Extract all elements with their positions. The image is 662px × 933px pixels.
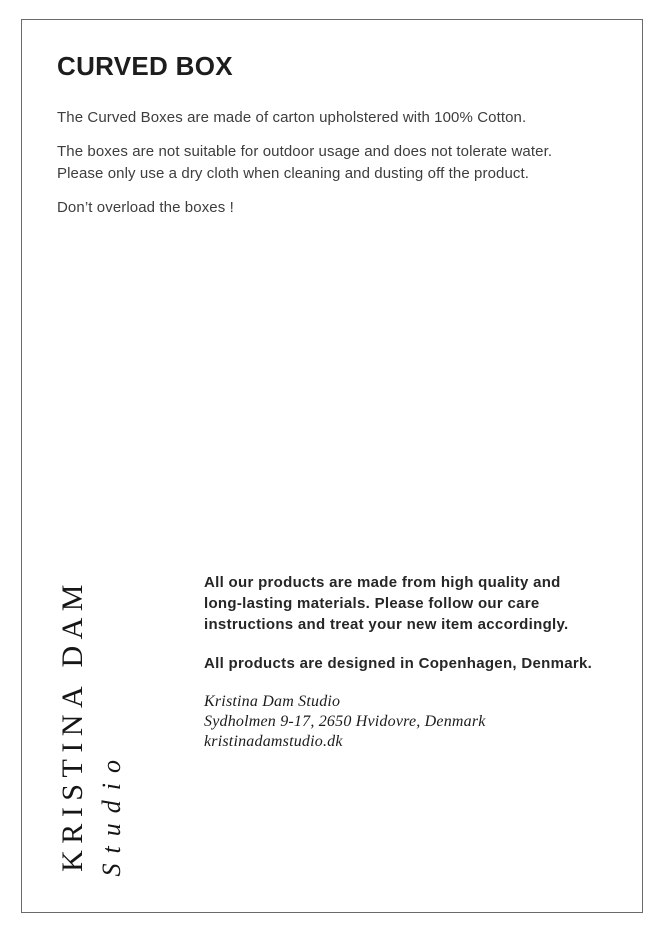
contact-website: kristinadamstudio.dk	[204, 733, 343, 750]
intro-line: The boxes are not suitable for outdoor usage and does not tolerate water.	[57, 143, 553, 160]
care-note-line: instructions and treat your new item accordingly.	[204, 616, 569, 633]
designed-note	[204, 653, 592, 674]
intro-paragraph-care	[57, 141, 602, 185]
brand-studio-vertical: Studio	[97, 750, 126, 877]
intro-line: The Curved Boxes are made of carton upholstered with 100% Cotton.	[57, 109, 527, 126]
care-note-line: All our products are made from high quality and	[204, 574, 561, 591]
intro-paragraph-warning	[57, 197, 602, 219]
care-note	[204, 572, 569, 635]
contact-info	[204, 692, 486, 752]
designed-note-line: All products are designed in Copenhagen, Denmark.	[204, 655, 593, 672]
contact-address: Sydholmen 9-17, 2650 Hvidovre, Denmark	[204, 713, 486, 730]
brand-wordmark-vertical: KRISTINA DAM	[56, 578, 89, 872]
page-border-frame	[21, 19, 643, 913]
care-note-line: long-lasting materials. Please follow our care	[204, 595, 540, 612]
intro-section	[57, 107, 602, 219]
intro-paragraph-material	[57, 107, 602, 129]
product-title: CURVED BOX	[57, 51, 233, 81]
intro-line: Please only use a dry cloth when cleaning and dusting off the product.	[57, 165, 530, 182]
intro-line: Don’t overload the boxes !	[57, 199, 234, 216]
contact-company-name: Kristina Dam Studio	[204, 693, 341, 710]
